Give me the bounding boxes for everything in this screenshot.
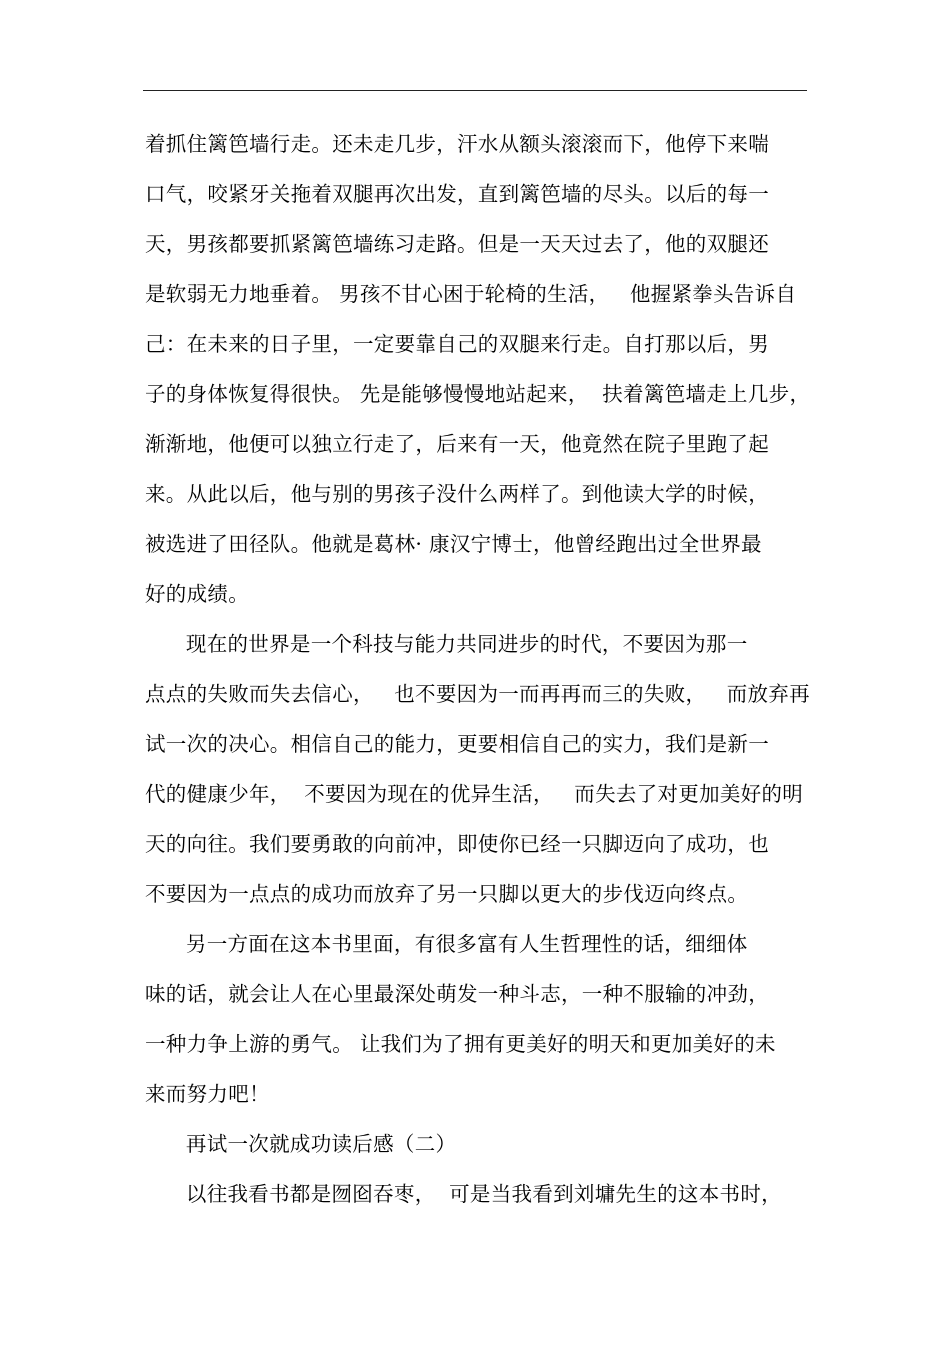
text-line: 口气，咬紧牙关拖着双腿再次出发，直到篱笆墙的尽头。以后的每一 <box>145 182 769 206</box>
text-line: 天的向往。我们要勇敢的向前冲，即使你已经一只脚迈向了成功，也 <box>145 832 769 856</box>
text-line: 另一方面在这本书里面，有很多富有人生哲理性的话，细细体 <box>145 932 748 956</box>
text-line: 被选进了田径队。他就是葛林· 康汉宁博士，他曾经跑出过全世界最 <box>145 532 762 556</box>
text-line: 着抓住篱笆墙行走。还未走几步，汗水从额头滚滚而下，他停下来喘 <box>145 132 769 156</box>
text-line: 来而努力吧！ <box>145 1082 270 1106</box>
text-line: 味的话，就会让人在心里最深处萌发一种斗志，一种不服输的冲劲， <box>145 982 769 1006</box>
text-line: 代的健康少年， 不要因为现在的优异生活， 而失去了对更加美好的明 <box>145 782 804 806</box>
text-line: 以往我看书都是囫囵吞枣， 可是当我看到刘墉先生的这本书时， <box>145 1182 782 1206</box>
text-line: 现在的世界是一个科技与能力共同进步的时代，不要因为那一 <box>145 632 748 656</box>
text-line: 试一次的决心。相信自己的能力，更要相信自己的实力，我们是新一 <box>145 732 769 756</box>
header-rule <box>143 90 807 91</box>
text-line: 点点的失败而失去信心， 也不要因为一而再再而三的失败， 而放弃再 <box>145 682 810 706</box>
text-line: 子的身体恢复得很快。 先是能够慢慢地站起来， 扶着篱笆墙走上几步， <box>145 382 811 406</box>
text-line: 己：在未来的日子里，一定要靠自己的双腿来行走。自打那以后，男 <box>145 332 769 356</box>
text-line: 好的成绩。 <box>145 582 249 606</box>
text-line: 一种力争上游的勇气。 让我们为了拥有更美好的明天和更加美好的未 <box>145 1032 776 1056</box>
section-heading: 再试一次就成功读后感（二） <box>145 1132 457 1156</box>
body-text <box>145 124 811 1224</box>
text-line: 天，男孩都要抓紧篱笆墙练习走路。但是一天天过去了，他的双腿还 <box>145 232 769 256</box>
text-line: 渐渐地，他便可以独立行走了，后来有一天，他竟然在院子里跑了起 <box>145 432 769 456</box>
text-line: 是软弱无力地垂着。 男孩不甘心困于轮椅的生活， 他握紧拳头告诉自 <box>145 282 797 306</box>
text-line: 不要因为一点点的成功而放弃了另一只脚以更大的步伐迈向终点。 <box>145 882 749 906</box>
text-line: 来。从此以后，他与别的男孩子没什么两样了。到他读大学的时候， <box>145 482 769 506</box>
